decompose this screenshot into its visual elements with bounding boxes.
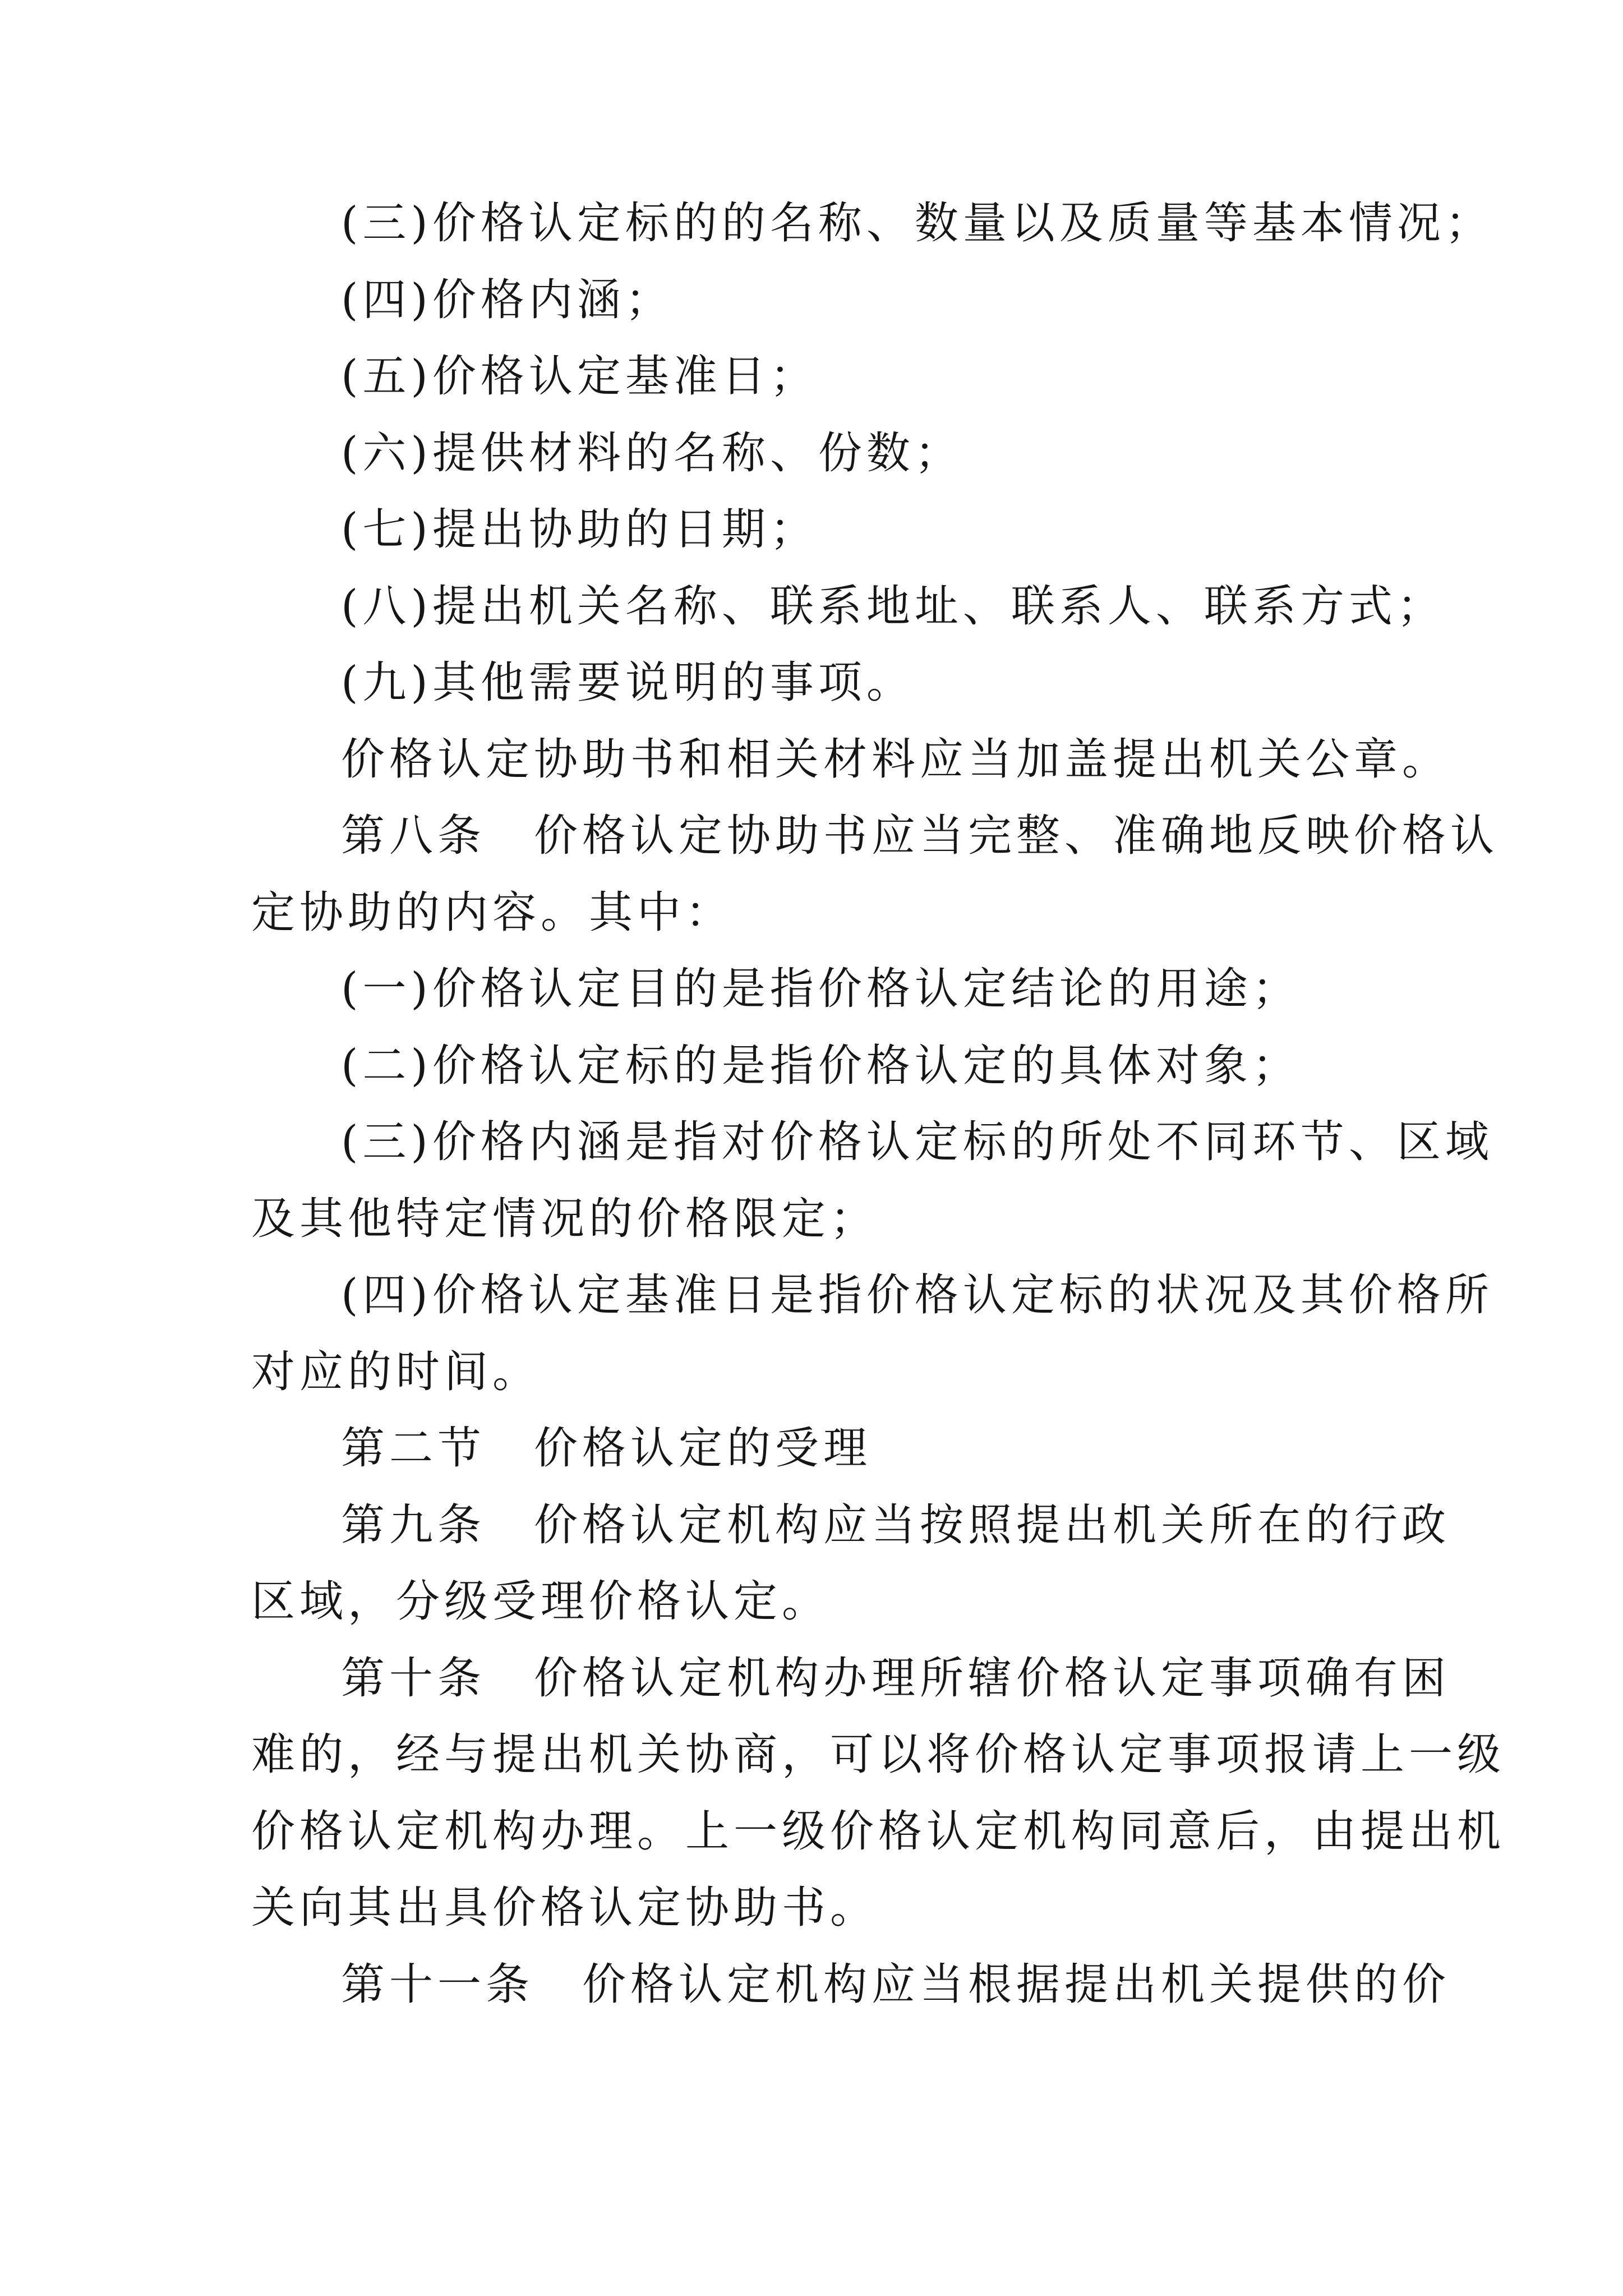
text-line: (六)提供材料的名称、份数； [341,427,963,478]
article-9-heading-line: 第九条 价格认定机构应当按照提出机关所在的行政 [341,1499,1451,1550]
text-line: (三)价格认定标的的名称、数量以及质量等基本情况； [341,198,1493,249]
article-11-heading-line: 第十一条 价格认定机构应当根据提出机关提供的价 [341,1959,1451,2010]
section-heading: 第二节 价格认定的受理 [341,1423,872,1474]
text-line: (五)价格认定基准日； [341,351,818,402]
text-line: 难的，经与提出机关协商，可以将价格认定事项报请上一级 [251,1729,1506,1780]
article-10-heading-line: 第十条 价格认定机构办理所辖价格认定事项确有困 [341,1653,1451,1704]
text-line: (九)其他需要说明的事项。 [341,657,915,708]
text-line: 关向其出具价格认定协助书。 [251,1883,879,1933]
text-line: 及其他特定情况的价格限定； [251,1193,879,1244]
text-line: 价格认定协助书和相关材料应当加盖提出机关公章。 [341,734,1451,785]
text-line: 区域，分级受理价格认定。 [251,1576,831,1627]
article-8-heading-line: 第八条 价格认定协助书应当完整、准确地反映价格认 [341,811,1499,861]
text-line: (七)提出协助的日期； [341,504,818,555]
text-line: 对应的时间。 [251,1346,541,1397]
text-line: 定协助的内容。其中： [251,887,734,938]
text-line: 价格认定机构办理。上一级价格认定机构同意后，由提出机 [251,1806,1506,1857]
text-line: (八)提出机关名称、联系地址、联系人、联系方式； [341,581,1445,632]
text-line: (一)价格认定目的是指价格认定结论的用途； [341,964,1301,1014]
text-line: (四)价格内涵； [341,274,674,325]
text-line: (三)价格内涵是指对价格认定标的所处不同环节、区域 [341,1117,1493,1167]
document-body [251,185,1506,2023]
text-line: (二)价格认定标的是指价格认定的具体对象； [341,1040,1301,1091]
text-line: (四)价格认定基准日是指价格认定标的状况及其价格所 [341,1270,1493,1320]
